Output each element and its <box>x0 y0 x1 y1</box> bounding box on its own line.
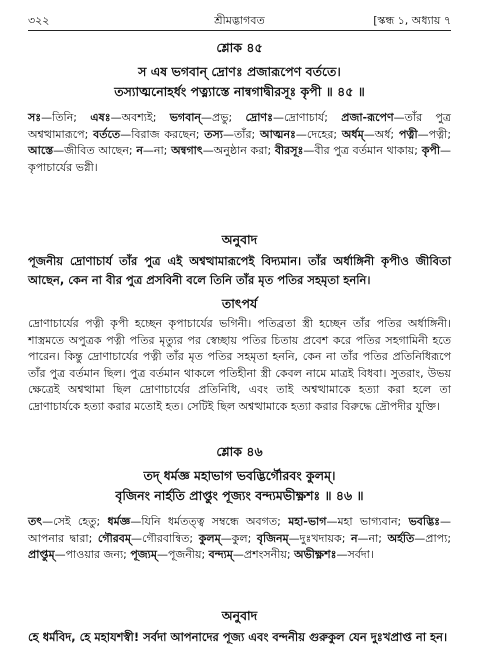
synonym-meaning: প্রভু <box>212 111 229 124</box>
synonym-term: আস্তে <box>28 144 54 157</box>
synonym-term: ভগবান্ <box>169 111 202 124</box>
synonym-meaning: আপনার দ্বারা <box>28 531 89 545</box>
synonym-meaning: তাঁর <box>234 127 252 141</box>
synonym-meaning: দেহের <box>306 127 334 141</box>
synonym-meaning: তাঁর পুত্র অশ্বত্থামারূপে <box>28 111 451 141</box>
verse-46-heading: শ্লোক ৪৬ <box>216 444 263 459</box>
synonym-meaning: বিরাজ করছেন <box>131 127 196 141</box>
synonym-term: বৃজিনম্ <box>256 531 289 545</box>
synonym-term: অন্বগাৎ <box>171 144 203 157</box>
synonym-meaning: তিনি <box>52 111 74 124</box>
synonym-term: পূজ্যম্ <box>130 548 157 561</box>
synonym-meaning: বীর পুত্র বর্তমান থাকায় <box>314 144 415 157</box>
book-title: শ্রীমদ্ভাগবত <box>214 14 265 27</box>
synonym-meaning: অনুষ্ঠান করা <box>213 144 268 157</box>
header-rule <box>28 30 451 31</box>
synonym-term: অর্ধম্ <box>341 127 364 141</box>
synonym-term: পত্নী <box>398 127 418 141</box>
chapter-reference: [স্কন্ধ ১, অধ্যায় ৭ <box>373 14 451 27</box>
synonym-meaning: জীবিত আছেন <box>64 144 129 157</box>
synonym-meaning: প্রাপ্য <box>425 531 448 545</box>
verse-46-line-2: বৃজিনং নার্হতি প্রাপ্তুং পূজ্যং বন্দ্যমভীক্ষ্ণশঃ ॥ ৪৬ ॥ <box>115 488 364 503</box>
synonym-meaning: পূজনীয় <box>167 548 202 561</box>
synonym-meaning: গৌরবান্বিত <box>142 531 190 545</box>
verse-46-synonyms: তৎ—সেই হেতু; ধর্মজ্ঞ—যিনি ধর্মতত্ত্ব সম্বন্ধে অবগত; মহা-ভাগ—মহা ভাগ্যবান; ভবদ্ভিঃ—আপনার দ্বারা; গৌরবম্—গৌরবান্বিত; কুলম্—কুল; বৃজিনম্—দুঃখদায়ক; ন—না; অর্হতি—প্রাপ্য; প্রাপ্তুম্—পাওয়ার জন্য; পূজ্যম্—পূজনীয়; বন্দ্যম্—প্রশংসনীয়; অভীক্ষ্ণশঃ—সর্বদা। <box>28 515 452 561</box>
synonym-term: তস্য <box>204 127 223 141</box>
verse-46-translation-heading: অনুবাদ <box>221 608 258 623</box>
synonym-meaning: কৃপাচার্যের ভগ্নী <box>28 160 94 174</box>
synonym-meaning: মহা ভাগ্যবান <box>337 515 398 528</box>
verse-45-purport: দ্রোণাচার্যের পত্নী কৃপী হচ্ছেন কৃপাচার্যের ভগিনী। পতিব্রতা স্ত্রী হচ্ছেন তাঁর পতির অর্ধাঙ্গিনী। শাস্ত্রমতে অপুত্রক পত্নী পতির মৃত্যুর পর স্বেচ্ছায় পতির চিতায় প্রবেশ করে পতির সহগামিনী হতে পারেন। কিন্তু দ্রোণাচার্যের পত্নী তাঁর মৃত পতির সহমৃতা হননি, কেন না তাঁর পতির প্রতিনিধিরূপে তাঁর পুত্র বর্তমান ছিল। পুত্র বর্তমান থাকলে পতিহীনা স্ত্রী কেবল নামে মাত্রই বিধবা। সুতরাং, উভয় ক্ষেত্রেই অশ্বত্থামা ছিল দ্রোণাচার্যের প্রতিনিধি, এবং তাই অশ্বত্থামাকে হত্যা করা হলে তা দ্রোণাচার্যকে হত্যা করার মতোই হত। সেটিই ছিল অশ্বত্থামাকে হত্যা করার বিরুদ্ধে দ্রৌপদীর যুক্তি। <box>28 317 451 413</box>
verse-46-translation: হে ধর্মবিদ, হে মহাযশস্বী! সর্বদা আপনাদের পূজ্য এবং বন্দনীয় গুরুকুল যেন দুঃখপ্রাপ্ত না হন। <box>28 630 448 644</box>
synonym-term: গৌরবম্ <box>97 531 131 545</box>
page-number: ৩২২ <box>28 14 50 27</box>
synonym-term: অর্হতি <box>387 531 415 545</box>
synonym-meaning: সর্বদা <box>347 548 370 561</box>
verse-45-purport-heading: তাৎপর্য <box>221 296 258 311</box>
verse-45-heading: শ্লোক ৪৫ <box>216 40 263 55</box>
synonym-term: প্রজা-রূপেণ <box>341 111 394 124</box>
synonym-term: ন <box>350 531 358 545</box>
synonym-meaning: পত্নী <box>428 127 448 141</box>
page-header <box>28 8 451 30</box>
synonym-term: সঃ <box>28 111 42 124</box>
synonym-meaning: অর্ধ <box>374 127 391 141</box>
verse-45-synonyms: সঃ—তিনি; এষঃ—অবশ্যই; ভগবান্—প্রভু; দ্রোণঃ—দ্রোণাচার্য; প্রজা-রূপেণ—তাঁর পুত্র অশ্বত্থামারূপে; বর্ততে—বিরাজ করছেন; তস্য—তাঁর; আত্মনঃ—দেহের; অর্ধম্—অর্ধ; পত্নী—পত্নী; আস্তে—জীবিত আছেন; ন—না; অন্বগাৎ—অনুষ্ঠান করা; বীরসূঃ—বীর পুত্র বর্তমান থাকায়; কৃপী—কৃপাচার্যের ভগ্নী। <box>28 111 452 174</box>
synonym-term: আত্মনঃ <box>260 127 296 141</box>
synonym-term: অভীক্ষ্ণশঃ <box>294 548 337 561</box>
synonym-term: মহা-ভাগ <box>288 515 327 528</box>
synonym-meaning: না <box>153 144 164 157</box>
verse-45-line-2: তস্যাত্মনোহর্ধং পত্ন্যাস্তে নান্বগাদ্বীরসূঃ কৃপী ॥ ৪৫ ॥ <box>114 84 365 99</box>
synonym-meaning: দ্রোণাচার্য <box>283 111 325 124</box>
synonym-term: প্রাপ্তুম্ <box>28 548 55 561</box>
synonym-term: ধর্মজ্ঞ <box>107 515 131 528</box>
synonym-term: দ্রোণঃ <box>245 111 273 124</box>
verse-45-translation-heading: অনুবাদ <box>221 232 258 247</box>
verse-45-translation: পূজনীয় দ্রোণাচার্য তাঁর পুত্র এই অশ্বত্থামারূপেই বিদ্যমান। তাঁর অর্ধাঙ্গিনী কৃপীও জীবিতা আছেন, কেন না বীর পুত্র প্রসবিনী বলে তিনি তাঁর মৃত পতির সহমৃতা হননি। <box>28 254 451 287</box>
synonym-term: কৃপী <box>421 144 441 157</box>
synonym-meaning: পাওয়ার জন্য <box>65 548 124 561</box>
synonym-term: বর্ততে <box>93 127 121 141</box>
synonym-term: বন্দ্যম্ <box>208 548 233 561</box>
synonym-term: কুলম্ <box>198 531 221 545</box>
verse-46-line-1: তদ্ ধর্মজ্ঞ মহাভাগ ভবদ্ভির্গৌরবং কুলম্। <box>143 468 336 483</box>
synonym-term: ভবদ্ভিঃ <box>408 515 441 528</box>
synonym-term: বীরসূঃ <box>274 144 304 157</box>
synonym-meaning: সেই হেতু <box>53 515 97 528</box>
synonym-meaning: অবশ্যই <box>121 111 153 124</box>
synonym-term: এষঃ <box>90 111 111 124</box>
synonym-term: তৎ <box>28 515 43 528</box>
synonym-meaning: প্রশংসনীয় <box>243 548 287 561</box>
synonym-meaning: না <box>368 531 379 545</box>
synonym-meaning: কুল <box>231 531 248 545</box>
verse-45-line-1: স এষ ভগবান্ দ্রোণঃ প্রজারূপেণ বর্ততে। <box>138 64 341 79</box>
synonym-meaning: যিনি ধর্মতত্ত্ব সম্বন্ধে অবগত <box>141 515 278 528</box>
synonym-term: ন <box>136 144 143 157</box>
synonym-meaning: দুঃখদায়ক <box>299 531 342 545</box>
